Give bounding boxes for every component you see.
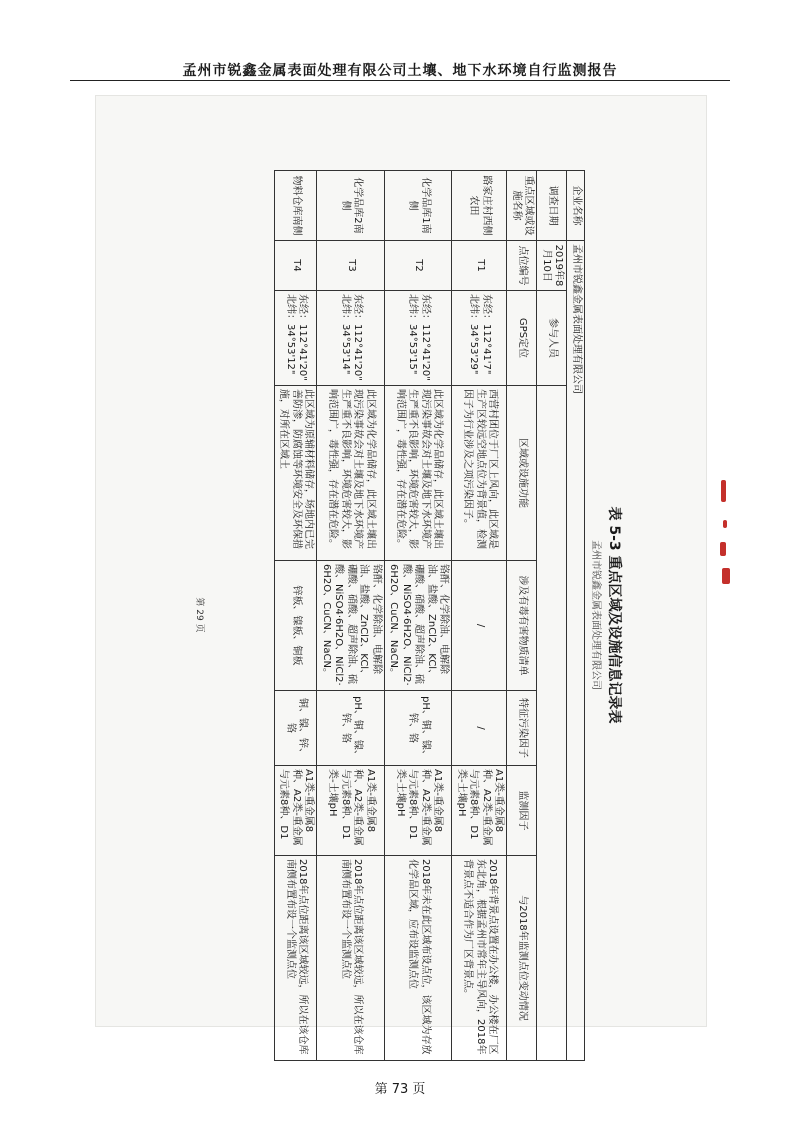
red-mark (720, 542, 726, 556)
table-row (317, 171, 385, 1061)
point-id: T1 (452, 241, 507, 291)
point-change-note: 2018年未在此区域布设点位，该区域为存放化学品区域，应布设监测点位 (385, 856, 453, 1061)
participants-label: 参与人员 (537, 291, 567, 386)
col-header: 监测因子 (507, 766, 537, 856)
table-row (452, 171, 507, 1061)
col-header: 区域或设施功能 (507, 386, 537, 561)
table-row-date (537, 171, 567, 1061)
pollutant-factors: / (452, 691, 507, 766)
monitor-factors: A1类-重金属8种、A2类-重金属与元素8种、D1类-土壤pH (385, 766, 453, 856)
survey-date-label: 调查日期 (537, 171, 567, 241)
survey-date-value: 2019年8月10日 (537, 241, 567, 291)
header-rule (70, 80, 730, 81)
col-header: 与2018年监测点位变动情况 (507, 856, 537, 1061)
col-header: 点位编号 (507, 241, 537, 291)
table-row-company (567, 171, 585, 1061)
table-subtitle-company: 孟州市锐鑫金属表面处理有限公司 (590, 540, 601, 690)
inner-page-number: 第 29 页 (194, 597, 204, 633)
gps-location: 东经：112°41'20" 北纬：34°53'12" (275, 291, 318, 386)
report-header: 孟州市锐鑫金属表面处理有限公司土壤、地下水环境自行监测报告 (182, 63, 618, 79)
table-row (385, 171, 453, 1061)
pollutant-factors: pH、铜、镍、锌、铬 (317, 691, 385, 766)
hazard-substances: 铬酐、化学除油、电解除油、盐酸、ZnCl2、KCl、硼酸、硝酸、超声除油、硫酸、NiSO4·6H2O、NiCl2·6H2O、CuCN、NaCN。 (385, 561, 453, 691)
page-number: 第 73 页 (374, 1082, 426, 1097)
area-function: 此区域为化学品储存，此区域土壤出现污染事故会对土壤及地下水环境产生严重不良影响，环境危害较大，影响范围广，毒性强，存在潜在危险。 (317, 386, 385, 561)
red-edge-marks (718, 480, 732, 590)
red-mark (721, 480, 726, 502)
point-change-note: 2018年背景点设置在办公楼，办公楼在厂区东北角，根据孟州市常年主导风向，2018年背景点不适合作为厂区背景点。 (452, 856, 507, 1061)
col-header: 特征污染因子 (507, 691, 537, 766)
gps-location: 东经：112°41'20" 北纬：34°53'14" (317, 291, 385, 386)
monitor-factors: A1类-重金属8种、A2类-重金属与元素8种、D1 (275, 766, 318, 856)
area-name: 物料仓库南侧 (275, 171, 318, 241)
area-function: 此区域为原辅材料储存，场地内已完善防渗，防腐蚀等环境安全及环保措施，对所在区域土 (275, 386, 318, 561)
pollutant-factors: pH、铜、镍、锌、铬 (385, 691, 453, 766)
rotated-table-block (175, 170, 625, 1060)
company-label: 企业名称 (567, 171, 585, 241)
red-mark (723, 520, 727, 528)
area-name: 化学品库1南侧 (385, 171, 453, 241)
red-mark (722, 568, 730, 584)
table-row (275, 171, 318, 1061)
hazard-substances: 铬酐、化学除油、电解除油、盐酸、ZnCl2、KCl、硼酸、硝酸、超声除油、硫酸、NiSO4·6H2O、NiCl2·6H2O、CuCN、NaCN。 (317, 561, 385, 691)
gps-location: 东经：112°41'7" 北纬：34°53'29" (452, 291, 507, 386)
area-function: 此区域为化学品储存，此区域土壤出现污染事故会对土壤及地下水环境产生严重不良影响，环境危害较大，影响范围广，毒性强，存在潜在危险。 (385, 386, 453, 561)
monitor-factors: A1类-重金属8种、A2类-重金属与元素8种、D1类-土壤pH (452, 766, 507, 856)
hazard-substances: / (452, 561, 507, 691)
area-name: 化学品库2南侧 (317, 171, 385, 241)
point-id: T4 (275, 241, 318, 291)
col-header: 重点区域或设施名称 (507, 171, 537, 241)
hazard-substances: 锌板、镍板、铜板 (275, 561, 318, 691)
area-name: 路家庄村西侧农田 (452, 171, 507, 241)
area-function: 西营村团位于厂区上风向，此区域是生产区较远空地点位为背景值，检测因子为行业涉及之项污染因子。 (452, 386, 507, 561)
gps-location: 东经：112°41'20" 北纬：34°53'15" (385, 291, 453, 386)
company-value: 孟州市锐鑫金属表面处理有限公司 (567, 241, 585, 1061)
col-header: 涉及有毒有害物质清单 (507, 561, 537, 691)
table-title: 表 5-3 重点区域及设施信息记录表 (606, 506, 622, 724)
monitor-factors: A1类-重金属8种、A2类-重金属与元素8种、D1类-土壤pH (317, 766, 385, 856)
table-header-row (507, 171, 537, 1061)
point-change-note: 2018年点位距离该区域较远，所以在该仓库南侧布置布设一个监测点位 (317, 856, 385, 1061)
point-change-note: 2018年点位距离该区域较远，所以在该仓库南侧布置布设一个监测点位 (275, 856, 318, 1061)
pollutant-factors: 铜、镍、锌、铬 (275, 691, 318, 766)
point-id: T2 (385, 241, 453, 291)
participants-value (537, 386, 567, 1061)
facility-info-table (274, 170, 585, 1061)
col-header: GPS定位 (507, 291, 537, 386)
point-id: T3 (317, 241, 385, 291)
